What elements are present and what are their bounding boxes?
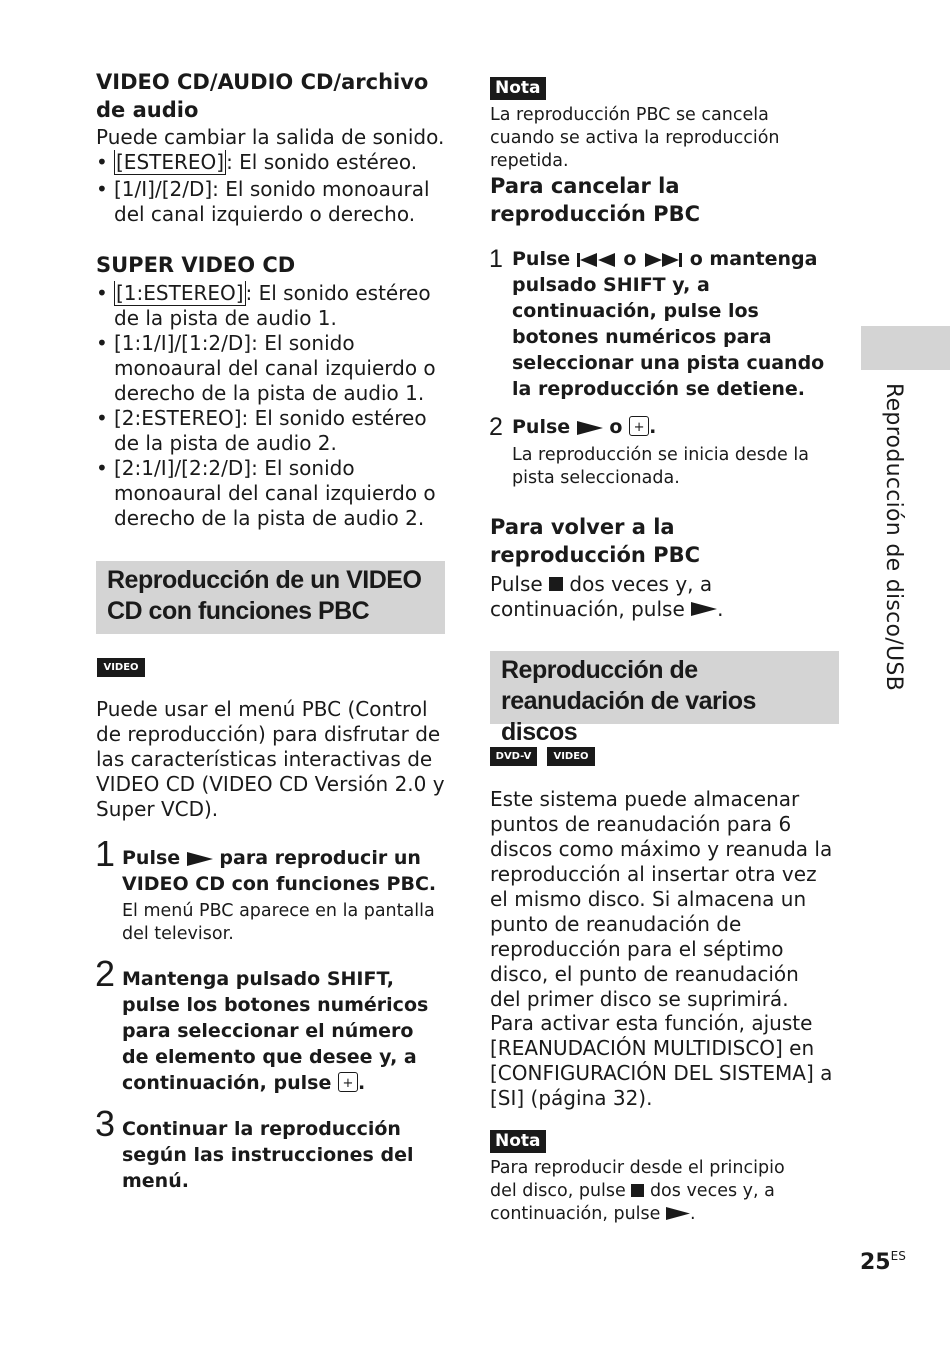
cancel-step-2-number: 2 bbox=[489, 413, 503, 441]
page-number-value: 25 bbox=[860, 1250, 891, 1275]
stop-icon bbox=[631, 1184, 644, 1197]
step-text: o bbox=[623, 248, 637, 270]
step-1-number: 1 bbox=[95, 833, 116, 874]
sidebar-tab-marker bbox=[861, 326, 950, 370]
bullet-text: : El sonido estéreo. bbox=[226, 150, 418, 174]
section-title-pbc: Reproducción de un VIDEO CD con funciones PBC bbox=[96, 561, 445, 634]
step-3-text: Continuar la reproducción según las instrucciones del menú. bbox=[122, 1118, 414, 1192]
stop-icon bbox=[549, 577, 563, 591]
enter-button-icon bbox=[338, 1072, 358, 1092]
note-text: dos veces y, a continuación, pulse bbox=[490, 1181, 775, 1224]
heading-video-audio-cd: VIDEO CD/AUDIO CD/archivo de audio bbox=[96, 70, 429, 122]
page-number bbox=[860, 1242, 906, 1277]
note-text: Para reproducir desde el principio del disco, pulse bbox=[490, 1158, 785, 1201]
step-text: Pulse bbox=[512, 248, 571, 270]
bullet-svcd-3: • [2:ESTEREO]: El sonido estéreo de la pista de audio 2. bbox=[96, 406, 448, 456]
option-1-estereo: [1:ESTEREO] bbox=[116, 281, 244, 305]
left-column bbox=[96, 68, 448, 531]
cancel-step-2-note: La reproducción se inicia desde la pista seleccionada. bbox=[512, 445, 809, 488]
cancel-step-1-text bbox=[512, 246, 837, 402]
page-lang: ES bbox=[890, 1249, 906, 1263]
enter-button-icon bbox=[629, 416, 649, 436]
step-2-number: 2 bbox=[95, 953, 116, 994]
play-icon bbox=[187, 852, 213, 866]
step-text: para reproducir un VIDEO CD con funciones PBC. bbox=[122, 847, 437, 895]
step-text: o bbox=[609, 416, 623, 438]
nota-1-text: La reproducción PBC se cancela cuando se activa la reproducción repetida. bbox=[490, 105, 780, 171]
previous-icon bbox=[577, 253, 617, 267]
play-icon bbox=[691, 602, 717, 616]
step-text: Mantenga pulsado SHIFT, pulse los botones numéricos para seleccionar el número de elemento que desee y, a continuación, pulse bbox=[122, 968, 429, 1094]
play-icon bbox=[666, 1207, 690, 1220]
nota-badge-1: Nota bbox=[490, 77, 546, 100]
nota-2-text: Para reproducir desde el principio del disco, pulse dos veces y, a continuación, pulse . bbox=[490, 1158, 785, 1224]
heading-super-video-cd: SUPER VIDEO CD bbox=[96, 253, 296, 277]
bullet-text: : El sonido estéreo de la pista de audio 1. bbox=[114, 281, 431, 330]
step-text: Pulse bbox=[512, 416, 571, 438]
section-title-multidisc-resume: Reproducción de reanudación de varios discos bbox=[490, 651, 839, 724]
step-text: o mantenga pulsado SHIFT y, a continuación, pulse los botones numéricos para seleccionar una pista cuando la reproducción se detiene. bbox=[512, 248, 825, 400]
badge-dvd-v: DVD-V bbox=[490, 747, 537, 766]
pbc-intro: Puede usar el menú PBC (Control de reproducción) para disfrutar de las características interactivas de VIDEO CD (VIDEO CD Versión 2.0 y Super VCD). bbox=[96, 697, 445, 821]
return-pbc-text: Pulse dos veces y, a continuación, pulse . bbox=[490, 572, 724, 621]
bullet-svcd-2: • [1:1/I]/[1:2/D]: El sonido monoaural del canal izquierdo o derecho de la pista de audio 1. bbox=[96, 331, 448, 406]
step-1-text bbox=[122, 845, 442, 897]
bullet-estereo bbox=[96, 150, 448, 175]
multidisc-setting: Para activar esta función, ajuste [REANUDACIÓN MULTIDISCO] en [CONFIGURACIÓN DEL SISTEMA] a [SI] (página 32). bbox=[490, 1011, 833, 1110]
cancel-step-1-number: 1 bbox=[489, 245, 503, 273]
step-text: Pulse bbox=[122, 847, 181, 869]
body-text: dos veces y, a continuación, pulse bbox=[490, 572, 713, 621]
play-icon bbox=[577, 421, 603, 435]
step-3-number: 3 bbox=[95, 1103, 116, 1144]
bullet-svcd-1 bbox=[96, 281, 448, 331]
bullet-svcd-4: • [2:1/I]/[2:2/D]: El sonido monoaural del canal izquierdo o derecho de la pista de audio 2. bbox=[96, 456, 448, 531]
intro-sound-output: Puede cambiar la salida de sonido. bbox=[96, 125, 445, 149]
step-1-note: El menú PBC aparece en la pantalla del televisor. bbox=[122, 901, 435, 944]
body-text: Pulse bbox=[490, 572, 543, 596]
heading-cancel-pbc: Para cancelar la reproducción PBC bbox=[490, 174, 700, 226]
badge-video-cd: VIDEO CD bbox=[547, 747, 595, 766]
sidebar-chapter-label: Reproducción de disco/USB bbox=[881, 383, 906, 692]
option-estereo: [ESTEREO] bbox=[116, 150, 225, 174]
multidisc-body: Este sistema puede almacenar puntos de reanudación para 6 discos como máximo y reanuda la reproducción al insertar otra vez el mismo disco. Si almacena un punto de reanudación de reproducción para el séptimo disco, el punto de reanudación del primer disco se suprimirá. bbox=[490, 787, 833, 1011]
cancel-step-2-text: Pulse o + . bbox=[512, 414, 832, 440]
nota-badge-2: Nota bbox=[490, 1130, 546, 1153]
bullet-mono: • [1/I]/[2/D]: El sonido monoaural del canal izquierdo o derecho. bbox=[96, 177, 448, 227]
next-icon bbox=[643, 253, 683, 267]
badge-video-cd: VIDEO CD bbox=[97, 658, 145, 677]
step-2-text: Mantenga pulsado SHIFT, pulse los botones numéricos para seleccionar el número de elemento que desee y, a continuación, pulse + . bbox=[122, 966, 444, 1096]
heading-return-pbc: Para volver a la reproducción PBC bbox=[490, 515, 700, 567]
